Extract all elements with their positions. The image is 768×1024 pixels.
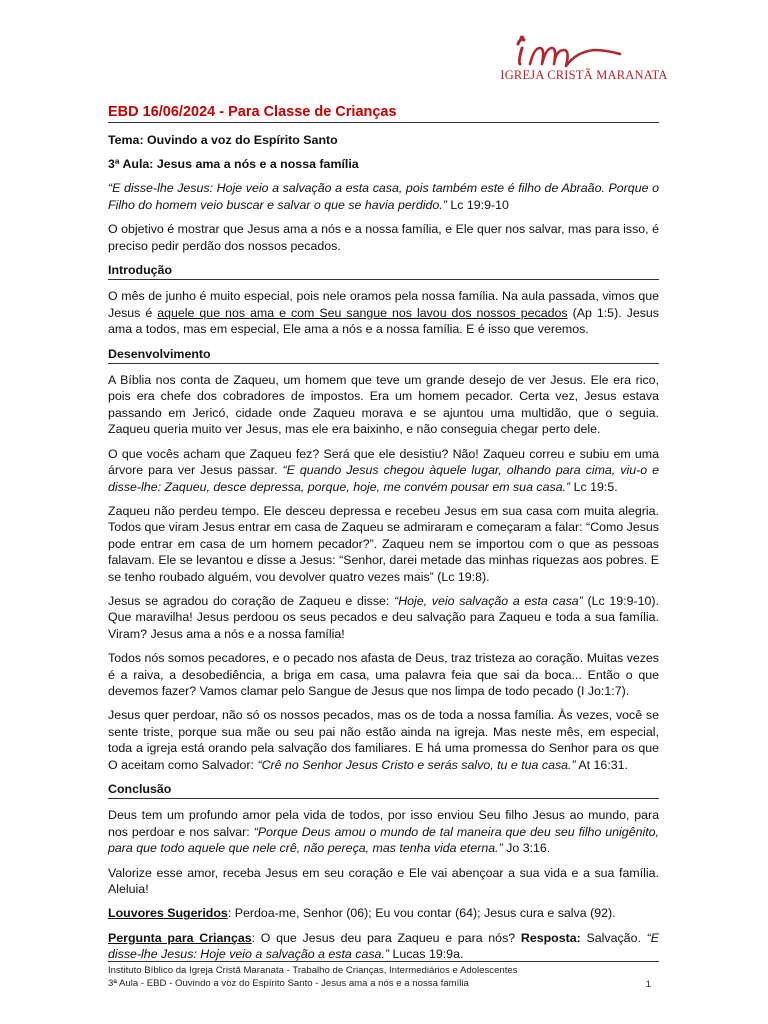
- text-span: Deus tem um profundo amor pela vida de todos, por isso enviou Seu filho Jesus ao mundo, para nos perdoar e nos salvar:: [108, 808, 659, 839]
- lesson-content: [108, 156, 659, 971]
- resposta-label: Resposta:: [520, 930, 581, 945]
- text-span: Lc 19:5.: [570, 479, 618, 494]
- scripture-quote: “E disse-lhe Jesus: Hoje veio a salvação a esta casa.”: [108, 930, 659, 962]
- scripture-quote: “Porque Deus amou o mundo de tal maneira que deu seu filho unigênito, para que todo aquele que nele crê, não pereça, mas tenha vida eterna.”: [108, 824, 660, 856]
- louvores-label: Louvores Sugeridos: [108, 906, 228, 921]
- page-number: 1: [645, 979, 651, 990]
- logo-text: IGREJA CRISTÃ MARANATA: [500, 68, 668, 82]
- text-span: O que vocês acham que Zaqueu fez? Será que ele desistiu? Não! Zaqueu correu e subiu em uma árvore para ver Jesus passar.: [108, 446, 659, 478]
- page-footer: [108, 961, 659, 990]
- text-span: (Ap 1:5). Jesus ama a todos, mas em especial, Ele ama a nós e a nossa família. E é isso que veremos.: [108, 305, 659, 337]
- intro-quote-paragraph: [108, 180, 659, 213]
- scripture-quote: “Crê no Senhor Jesus Cristo e serás salvo, tu e tua casa.”: [257, 757, 576, 772]
- text-span: (Lc 19:9-10). Que maravilha! Jesus perdoou os seus pecados e deu salvação para Zaqueu e toda a sua família. Viram? Jesus ama a nós e a nossa família!: [108, 593, 659, 641]
- text-span: Jesus se agradou do coração de Zaqueu e disse:: [108, 593, 395, 608]
- section-heading-conclusao: Conclusão: [108, 781, 659, 799]
- desenvolvimento-paragraph-6: [108, 707, 659, 773]
- scripture-quote: “Hoje, veio salvação a esta casa”: [394, 593, 583, 608]
- scripture-quote: “E quando Jesus chegou àquele lugar, olhando para cima, viu-o e disse-lhe: Zaqueu, desce depressa, porque, hoje, me convém pousar em sua casa.”: [108, 463, 660, 494]
- text-span: At 16:31.: [575, 757, 628, 772]
- im-logo-mark: [500, 30, 668, 70]
- text-span: O mês de junho é muito especial, pois nele oramos pela nossa família. Na aula passada, vimos que Jesus é: [108, 289, 659, 320]
- lesson-subtitle: 3ª Aula: Jesus ama a nós e a nossa família: [108, 157, 359, 171]
- section-heading-desenvolvimento: Desenvolvimento: [108, 346, 659, 364]
- conclusao-paragraph-1: [108, 807, 659, 856]
- document-title: EBD 16/06/2024 - Para Classe de Crianças: [108, 104, 659, 123]
- text-span: Lucas 19:9a.: [389, 947, 464, 962]
- objective-paragraph: O objetivo é mostrar que Jesus ama a nós e a nossa família, e Ele quer nos salvar, mas para isso, é preciso pedir perdão dos nossos pecados.: [108, 222, 659, 253]
- desenvolvimento-paragraph-1: A Bíblia nos conta de Zaqueu, um homem que teve um grande desejo de ver Jesus. Ele era rico, pois era chefe dos cobradores de impostos. Era um homem pecador. Certa vez, Jesus estava passando em Jericó, cidade onde Zaqueu morava e se ajuntou uma multidão, que o seguia. Zaqueu queria muito ver Jesus, mas ele era baixinho, e não conseguia chegar perto dele.: [108, 373, 659, 437]
- pergunta-paragraph: [108, 930, 659, 963]
- intro-quote-ref: Lc 19:9-10: [446, 197, 509, 212]
- pergunta-label: Pergunta para Crianças: [108, 930, 252, 945]
- desenvolvimento-paragraph-4: [108, 593, 659, 642]
- lesson-theme: Tema: Ouvindo a voz do Espírito Santo: [108, 133, 338, 147]
- introducao-paragraph: [108, 288, 659, 337]
- conclusao-paragraph-2: Valorize esse amor, receba Jesus em seu coração e Ele vai abençoar a sua vida e a sua família. Aleluia!: [108, 865, 659, 897]
- section-heading-introducao: Introdução: [108, 262, 659, 280]
- footer-line-2: 3ª Aula - EBD - Ouvindo a voz do Espírito Santo - Jesus ama a nós e a nossa família: [108, 978, 469, 989]
- text-span: Jo 3:16.: [502, 841, 551, 856]
- intro-quote: “E disse-lhe Jesus: Hoje veio a salvação a esta casa, pois também este é filho de Abraão. Porque o Filho do homem veio buscar e salvar o que se havia perdido.”: [108, 181, 659, 212]
- text-span: : Perdoa-me, Senhor (06); Eu vou contar (64); Jesus cura e salva (92).: [227, 906, 616, 921]
- footer-line-1: Instituto Bíblico da Igreja Cristã Maranata - Trabalho de Crianças, Intermediários e Adolescentes: [108, 965, 518, 976]
- desenvolvimento-paragraph-2: [108, 446, 659, 495]
- desenvolvimento-paragraph-3: Zaqueu não perdeu tempo. Ele desceu depressa e recebeu Jesus em sua casa com muita alegria. Todos que viram Jesus entrar em casa de Zaqueu se admiraram e começaram a falar: “Como Jesus pode entrar em casa de um homem pecador?”. Zaqueu nem se importou com o que as pessoas falavam. Ele se levantou e disse a Jesus: “Senhor, darei metade das minhas riquezas aos pobres. E se tenho roubado alguém, vou devolver quatro vezes mais” (Lc 19:8).: [108, 503, 659, 584]
- louvores-paragraph: [108, 905, 659, 921]
- text-span: : O que Jesus deu para Zaqueu e para nós?: [251, 930, 521, 945]
- text-span: Salvação.: [580, 930, 647, 945]
- church-logo: [500, 30, 668, 86]
- desenvolvimento-paragraph-5: Todos nós somos pecadores, e o pecado nos afasta de Deus, traz tristeza ao coração. Muitas vezes é a raiva, a desobediência, a briga em casa, uma palavra feia que sai da boca... Então o que devemos fazer? Vamos clamar pelo Sangue de Jesus que nos limpa de todo pecado (I Jo:1:7).: [108, 651, 659, 698]
- underlined-phrase: aquele que nos ama e com Seu sangue nos lavou dos nossos pecados: [157, 305, 568, 320]
- text-span: Jesus quer perdoar, não só os nossos pecados, mas os de toda a nossa família. Às vezes, você se sente triste, porque sua mãe ou seu pai não estão ainda na igreja. Mas neste mês, em especial, toda a igreja está orando pela salvação dos familiares. E há uma promessa do Senhor para os que O aceitam como Salvador:: [108, 708, 659, 772]
